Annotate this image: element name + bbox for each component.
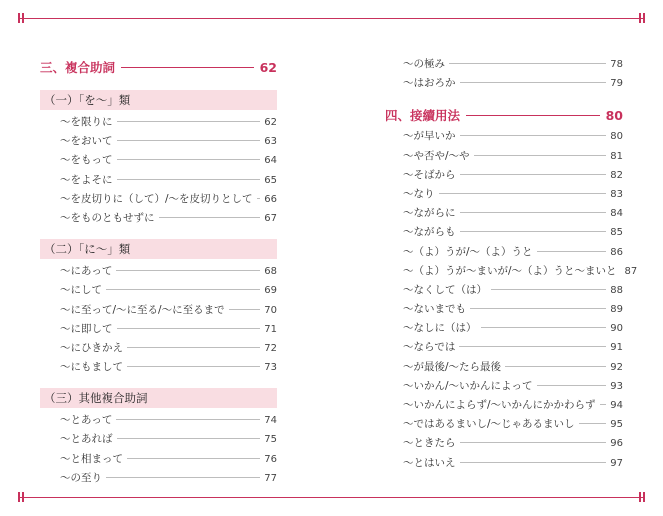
entry-page: 77 [264, 472, 277, 484]
toc-entry[interactable] [40, 210, 277, 229]
entry-text: ～なしに（は） [403, 322, 477, 335]
entry-page: 66 [264, 193, 277, 205]
entry-page: 64 [264, 155, 277, 167]
entry-page: 92 [610, 361, 623, 373]
toc-right-column [385, 56, 638, 474]
entry-page: 89 [610, 304, 623, 316]
toc-entry[interactable] [40, 152, 277, 171]
entry-page: 63 [264, 136, 277, 148]
toc-entry[interactable] [385, 75, 623, 94]
toc-entry[interactable] [40, 191, 277, 210]
leader-line [537, 251, 607, 252]
entry-text: ～（よ）うが/～（よ）うと [403, 245, 533, 258]
toc-entry[interactable] [40, 412, 277, 431]
entry-text: ～ならでは [403, 341, 456, 354]
leader-line [600, 404, 607, 405]
toc-entry[interactable] [385, 455, 623, 474]
entry-text: ～に即して [60, 322, 113, 335]
leader-line [537, 385, 607, 386]
toc-entry[interactable] [385, 186, 623, 205]
entry-text: ～なり [403, 187, 435, 200]
entry-text: ～なくして（は） [403, 283, 487, 296]
entry-page: 76 [264, 453, 277, 465]
toc-entry[interactable] [385, 224, 623, 243]
leader-line [117, 438, 261, 439]
entry-page: 73 [264, 362, 277, 374]
leader-line [116, 270, 260, 271]
entry-text: ～に至って/～に至る/～に至るまで [60, 303, 225, 316]
leader-line [117, 159, 261, 160]
entry-text: ～と相まって [60, 452, 123, 465]
entry-text: ～いかんによらず/～いかんにかかわらず [403, 399, 596, 411]
entry-page: 82 [610, 169, 623, 181]
toc-entry[interactable] [385, 263, 638, 282]
toc-entry[interactable] [40, 321, 277, 340]
toc-left-column [40, 56, 277, 489]
toc-entry[interactable] [40, 359, 277, 378]
entry-text: ～そばから [403, 168, 456, 181]
entry-text: ～とあれば [60, 433, 113, 446]
entry-text: ～にひきかえ [60, 341, 123, 354]
toc-entry[interactable] [40, 172, 277, 191]
entry-page: 80 [610, 131, 623, 143]
entry-page: 91 [610, 342, 623, 354]
entry-page: 68 [264, 266, 277, 278]
entry-text: ～（よ）うが～まいが/～（よ）うと～まいと [403, 264, 617, 277]
toc-entry[interactable] [40, 340, 277, 359]
entry-text: ～にして [60, 284, 102, 297]
bottom-right-tick [643, 492, 645, 502]
leader-line [439, 193, 607, 194]
entry-page: 93 [610, 380, 623, 392]
entry-text: ～とはいえ [403, 456, 456, 469]
entry-page: 78 [610, 59, 623, 70]
entry-text: ～が最後/～たら最後 [403, 360, 502, 373]
leader-line [121, 67, 254, 68]
toc-entry[interactable] [40, 263, 277, 282]
leader-line [460, 135, 607, 136]
entry-page: 96 [610, 438, 623, 450]
entry-text: ～が早いか [403, 130, 456, 143]
toc-entry[interactable] [385, 301, 623, 320]
entry-text: ～にあって [60, 265, 113, 278]
entry-page: 94 [610, 400, 623, 411]
entry-page: 74 [264, 415, 277, 427]
toc-entry[interactable] [40, 451, 277, 470]
section-page: 80 [605, 108, 623, 124]
section-page: 62 [259, 60, 277, 75]
toc-entry[interactable] [385, 435, 623, 454]
leader-line [481, 327, 607, 328]
bottom-rule [18, 497, 645, 498]
toc-section-title[interactable] [385, 106, 623, 128]
leader-line [474, 155, 607, 156]
toc-entry[interactable] [40, 302, 277, 321]
toc-entry[interactable] [385, 205, 623, 224]
entry-text: ～をよそに [60, 173, 113, 186]
toc-entry[interactable] [385, 282, 623, 301]
leader-line [117, 328, 261, 329]
leader-line [116, 419, 260, 420]
entry-page: 62 [264, 117, 277, 128]
top-right-tick [643, 13, 645, 23]
toc-entry[interactable] [40, 282, 277, 301]
leader-line [470, 308, 606, 309]
entry-text: ～を皮切りに（して）/～を皮切りとして [60, 192, 253, 205]
entry-text: ～ながらに [403, 207, 456, 220]
entry-page: 85 [610, 227, 623, 239]
entry-text: ～をもって [60, 154, 113, 167]
toc-entry[interactable] [385, 148, 623, 167]
entry-page: 95 [610, 419, 623, 431]
entry-page: 86 [610, 246, 623, 258]
leader-line [117, 140, 261, 141]
leader-line [466, 115, 600, 116]
entry-page: 81 [610, 150, 623, 162]
leader-line [460, 82, 607, 83]
leader-line [117, 179, 261, 180]
entry-page: 97 [610, 457, 623, 469]
leader-line [460, 212, 607, 213]
toc-entry[interactable] [385, 56, 623, 75]
entry-text: ～や否や/～や [403, 149, 470, 162]
entry-page: 70 [264, 304, 277, 316]
entry-text: ～はおろか [403, 77, 456, 90]
toc-entry[interactable] [385, 339, 623, 358]
entry-page: 75 [264, 434, 277, 446]
leader-line [505, 366, 606, 367]
entry-page: 87 [624, 265, 638, 277]
entry-text: ～の極み [403, 58, 445, 70]
entry-text: ～をおいて [60, 135, 113, 148]
entry-text: ～いかん/～いかんによって [403, 379, 533, 392]
entry-page: 83 [610, 188, 623, 200]
leader-line [460, 174, 607, 175]
entry-text: ～とあって [60, 414, 113, 427]
entry-text: ～を限りに [60, 116, 113, 128]
entry-text: ～ときたら [403, 437, 456, 450]
entry-page: 69 [264, 285, 277, 297]
bottom-left-tick [18, 492, 20, 502]
toc-section-title[interactable] [40, 58, 277, 80]
spacer [385, 94, 623, 106]
leader-line [127, 347, 260, 348]
entry-page: 84 [610, 208, 623, 220]
toc-entry[interactable] [385, 244, 623, 263]
leader-line [491, 289, 606, 290]
leader-line [579, 423, 607, 424]
toc-entry[interactable] [40, 133, 277, 152]
entry-page: 71 [264, 323, 277, 335]
entry-text: ～ながらも [403, 226, 456, 239]
entry-page: 88 [610, 284, 623, 296]
entry-text: ～ではあるまいし/～じゃあるまいし [403, 418, 575, 431]
toc-entry[interactable] [385, 359, 623, 378]
leader-line [460, 231, 607, 232]
section-label: 四、接續用法 [385, 108, 461, 124]
leader-line [460, 462, 607, 463]
leader-line [459, 346, 606, 347]
leader-line [229, 309, 261, 310]
toc-entry[interactable] [385, 378, 623, 397]
toc-entry[interactable] [40, 114, 277, 133]
entry-text: ～ないまでも [403, 303, 466, 316]
entry-page: 65 [264, 174, 277, 186]
entry-page: 79 [610, 78, 623, 90]
leader-line [106, 289, 260, 290]
leader-line [106, 477, 260, 478]
leader-line [460, 442, 607, 443]
entry-page: 90 [610, 323, 623, 335]
toc-entry[interactable] [385, 167, 623, 186]
toc-entry[interactable] [385, 397, 623, 416]
top-rule [18, 18, 645, 19]
toc-entry[interactable] [385, 128, 623, 147]
section-label: 三、複合助詞 [40, 60, 116, 75]
top-right-tick [639, 13, 641, 23]
leader-line [449, 63, 606, 64]
leader-line [127, 458, 260, 459]
top-left-tick [18, 13, 20, 23]
entry-page: 72 [264, 342, 277, 354]
toc-subheading: （二）「に～」類 [40, 239, 277, 259]
leader-line [127, 366, 260, 367]
bottom-left-tick [22, 492, 24, 502]
toc-entry[interactable] [385, 320, 623, 339]
toc-subheading: （一）「を～」類 [40, 90, 277, 110]
leader-line [257, 198, 261, 199]
entry-text: ～の至り [60, 471, 102, 484]
entry-text: ～をものともせずに [60, 211, 155, 224]
toc-subheading: （三）其他複合助詞 [40, 388, 277, 408]
leader-line [159, 217, 261, 218]
entry-page: 67 [264, 212, 277, 224]
entry-text: ～にもまして [60, 361, 123, 374]
toc-entry[interactable] [40, 470, 277, 489]
top-left-tick [22, 13, 24, 23]
leader-line [117, 121, 261, 122]
bottom-right-tick [639, 492, 641, 502]
toc-entry[interactable] [385, 416, 623, 435]
toc-entry[interactable] [40, 431, 277, 450]
